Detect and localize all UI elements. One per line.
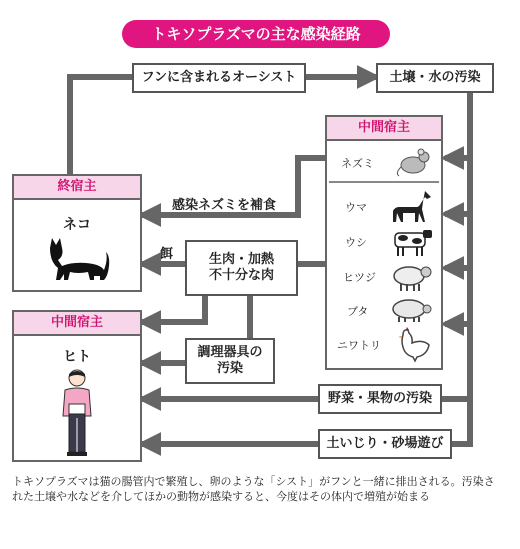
- pig-icon: [389, 297, 433, 323]
- hunt-mouse-label: 感染ネズミを補食: [172, 198, 277, 213]
- human-icon: [57, 368, 97, 458]
- intermediate-human-label: 中間宿主: [14, 312, 140, 336]
- edge-meat-to-human: [142, 296, 205, 322]
- cow-icon: [389, 227, 433, 257]
- soil-water-box: 土壌・水の汚染: [376, 63, 494, 93]
- edge-cat-to-feces: [70, 77, 132, 175]
- livestock-sheep-name: ヒツジ: [343, 271, 376, 284]
- mouse-icon: [393, 147, 433, 177]
- intermediate-animal-frame: [325, 115, 443, 370]
- intermediate-animal-label: 中間宿主: [327, 117, 441, 141]
- mouse-name: ネズミ: [341, 157, 374, 170]
- livestock-horse-name: ウマ: [345, 201, 367, 214]
- chicken-icon: [395, 327, 433, 363]
- utensils-box: 調理器具の 汚染: [185, 338, 275, 384]
- raw-meat-box: 生肉・加熱 不十分な肉: [185, 240, 298, 296]
- sandbox-soil-box: 土いじり・砂場遊び: [318, 429, 452, 459]
- vegetables-fruits-box: 野菜・果物の汚染: [318, 384, 442, 414]
- mouse-divider: [329, 181, 439, 183]
- cat-name: ネコ: [63, 217, 91, 233]
- human-name: ヒト: [63, 349, 91, 365]
- horse-icon: [389, 189, 433, 223]
- sheep-icon: [389, 262, 433, 292]
- feces-oocyst-box: フンに含まれるオーシスト: [132, 63, 306, 93]
- bait-label: 餌: [160, 247, 174, 262]
- livestock-cow-name: ウシ: [345, 236, 367, 249]
- explanation-note: トキソプラズマは猫の腸管内で繁殖し、卵のような「シスト」がフンと一緒に排出される。汚染された土壌や水などを介してほかの動物が感染すると、今度はその体内で増殖が始まる: [12, 475, 495, 503]
- diagram-title: トキソプラズマの主な感染経路: [122, 20, 390, 48]
- definitive-host-label: 終宿主: [14, 176, 140, 200]
- livestock-pig-name: ブタ: [347, 305, 369, 318]
- cat-icon: [42, 236, 112, 282]
- livestock-chicken-name: ニワトリ: [337, 339, 381, 352]
- definitive-host-frame: [12, 174, 142, 292]
- intermediate-human-frame: [12, 310, 142, 462]
